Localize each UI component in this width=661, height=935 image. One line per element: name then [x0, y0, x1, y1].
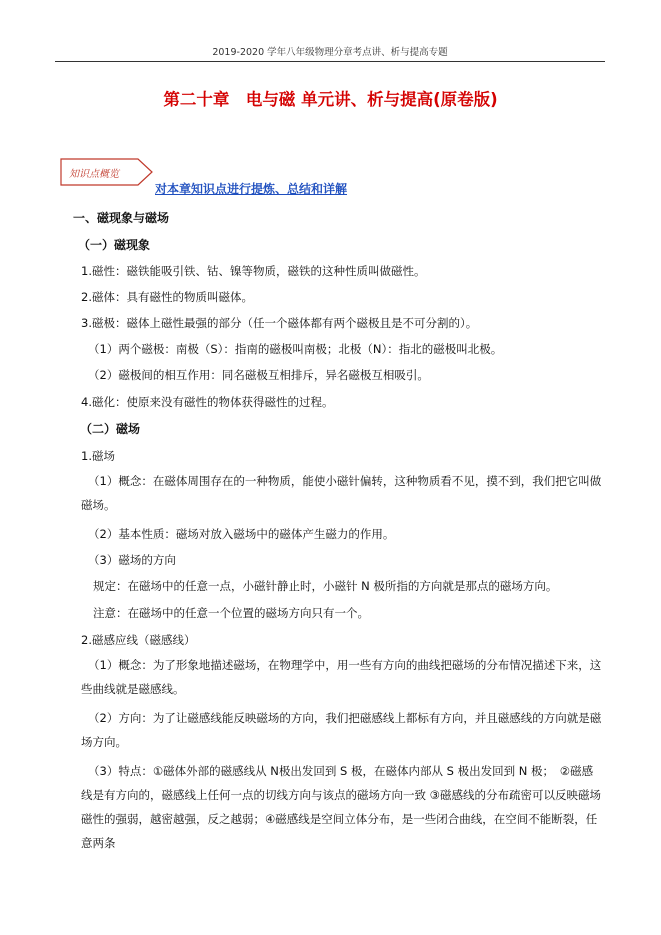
- text-pole-interaction: （2）磁极间的相互作用：同名磁极互相排斥，异名磁极互相吸引。: [88, 368, 429, 382]
- heading-section-1: 一、磁现象与磁场: [73, 211, 170, 225]
- text-pole-def: 3.磁极：磁体上磁性最强的部分（任一个磁体都有两个磁极且是不可分割的）。: [81, 316, 478, 330]
- running-header: 2019-2020 学年八年级物理分章考点讲、析与提高专题: [212, 47, 448, 58]
- text-magnetization: 4.磁化：使原来没有磁性的物体获得磁性的过程。: [81, 395, 334, 409]
- text-field-property: （2）基本性质：磁场对放入磁场中的磁体产生磁力的作用。: [88, 527, 395, 541]
- heading-magnetism: （一）磁现象: [78, 238, 151, 252]
- text-field-heading: 1.磁场: [81, 449, 115, 463]
- knowledge-badge: [60, 157, 154, 187]
- badge-label: 知识点概览: [69, 169, 119, 180]
- text-field-direction: （3）磁场的方向: [88, 553, 176, 567]
- text-field-lines-features: （3）特点：①磁体外部的磁感线从 N极出发回到 S 极，在磁体内部从 S 极出发回到 N 极； ②磁感线是有方向的，磁感线上任何一点的切线方向与该点的磁场方向一致 ③磁感线的分布疏密可以反映磁场磁性的强弱，越密越强，反之越弱；④磁感线是空间立体分布，是一些闭合曲线，在空间不能断裂，任意两条: [81, 764, 601, 850]
- header-divider: [55, 61, 605, 62]
- text-direction-rule: 规定：在磁场中的任意一点，小磁针静止时，小磁针 N 极所指的方向就是那点的磁场方向。: [93, 579, 558, 593]
- text-field-concept: （1）概念：在磁体周围存在的一种物质，能使小磁针偏转，这种物质看不见，摸不到，我们把它叫做磁场。: [81, 474, 602, 512]
- heading-magnetic-field: （二）磁场: [80, 422, 141, 436]
- text-magnet-def: 2.磁体：具有磁性的物质叫磁体。: [81, 290, 253, 304]
- section-subtitle: 对本章知识点进行提炼、总结和详解: [155, 182, 348, 196]
- text-magnetism-def: 1.磁性：磁铁能吸引铁、钴、镍等物质，磁铁的这种性质叫做磁性。: [81, 264, 426, 278]
- text-field-lines-concept: （1）概念：为了形象地描述磁场，在物理学中，用一些有方向的曲线把磁场的分布情况描述下来，这些曲线就是磁感线。: [81, 658, 602, 696]
- text-two-poles: （1）两个磁极：南极（S）：指南的磁极叫南极；北极（N）：指北的磁极叫北极。: [88, 342, 503, 356]
- text-field-lines-direction: （2）方向：为了让磁感线能反映磁场的方向，我们把磁感线上都标有方向，并且磁感线的方向就是磁场方向。: [81, 711, 602, 749]
- page-title: 第二十章 电与磁 单元讲、析与提高(原卷版): [163, 90, 498, 109]
- text-field-lines-heading: 2.磁感应线（磁感线）: [81, 633, 196, 647]
- text-direction-note: 注意：在磁场中的任意一个位置的磁场方向只有一个。: [93, 606, 369, 620]
